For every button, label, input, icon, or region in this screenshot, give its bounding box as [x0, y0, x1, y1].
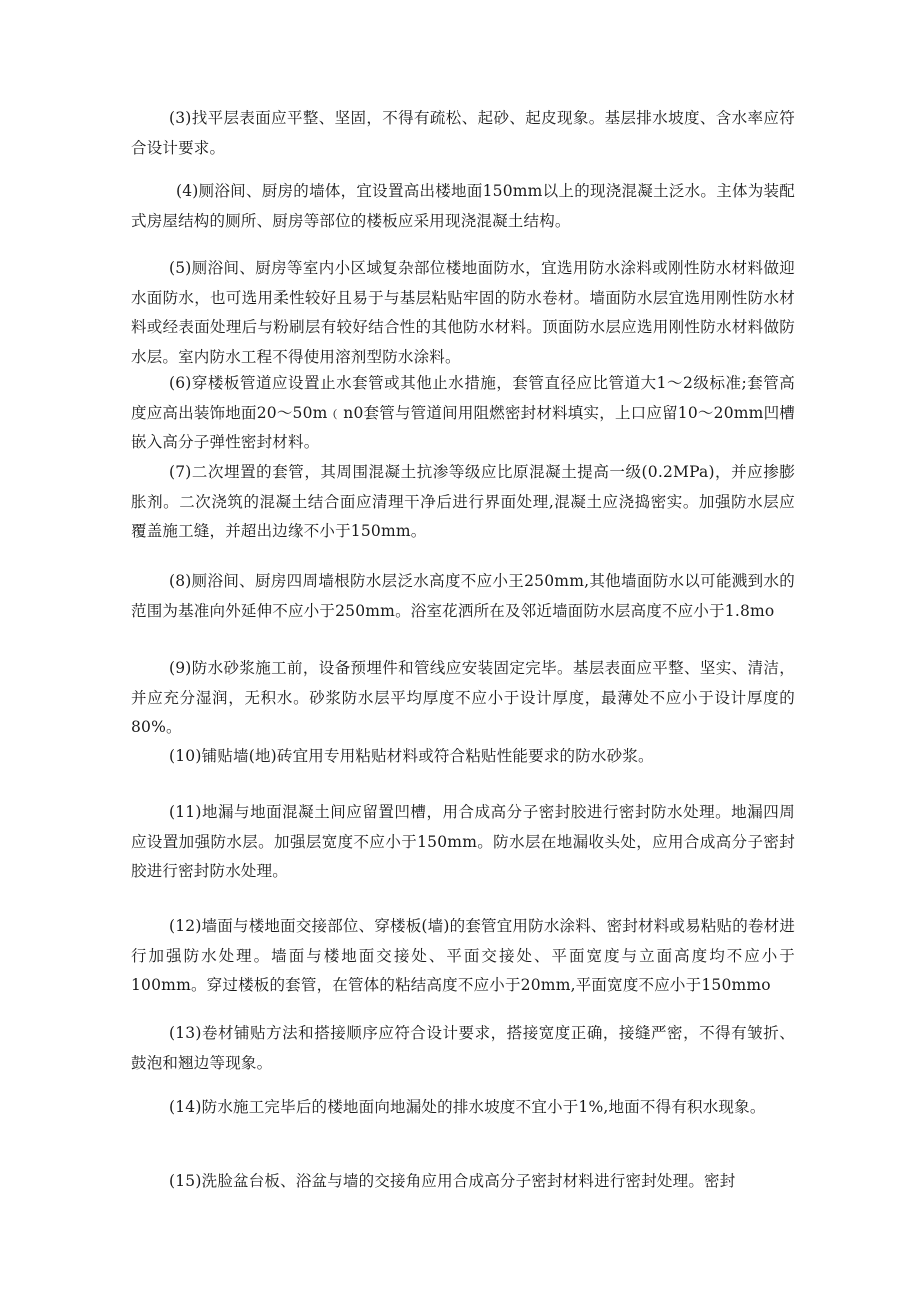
paragraph-9: (9)防水砂浆施工前，设备预埋件和管线应安装固定完毕。基层表面应平整、坚实、清洁，并应充分湿润，无积水。砂浆防水层平均厚度不应小于设计厚度，最薄处不应小于设计厚度的80%。: [131, 659, 795, 736]
paragraph-13: (13)卷材铺贴方法和搭接顺序应符合设计要求，搭接宽度正确，接缝严密，不得有皱折、鼓泡和翘边等现象。: [131, 1024, 795, 1072]
paragraph-10: (10)铺贴墙(地)砖宜用专用粘贴材料或符合粘贴性能要求的防水砂浆。: [169, 747, 654, 765]
paragraph-8: (8)厕浴间、厨房四周墙根防水层泛水高度不应小王250mm,其他墙面防水以可能溅到水的范围为基准向外延伸不应小于250mm。浴室花洒所在及邻近墙面防水层高度不应小于1.8mo: [131, 572, 795, 620]
paragraph-15: (15)洗脸盆台板、浴盆与墙的交接角应用合成高分子密封材料进行密封处理。密封: [169, 1172, 736, 1190]
paragraph-14: (14)防水施工完毕后的楼地面向地漏处的排水坡度不宜小于1%,地面不得有积水现象。: [169, 1098, 766, 1116]
paragraph-6: (6)穿楼板管道应设置止水套管或其他止水措施，套管直径应比管道大1～2级标准;套管高度应高出装饰地面20～50m﹙n0套管与管道间用阻燃密封材料填实，上口应留10～20mm凹槽嵌入高分子弹性密封材料。: [131, 374, 795, 451]
paragraph-11: (11)地漏与地面混凝土间应留置凹槽，用合成高分子密封胶进行密封防水处理。地漏四周应设置加强防水层。加强层宽度不应小于150mm。防水层在地漏收头处，应用合成高分子密封胶进行密封防水处理。: [131, 803, 795, 880]
paragraph-3: (3)找平层表面应平整、坚固，不得有疏松、起砂、起皮现象。基层排水坡度、含水率应符合设计要求。: [131, 109, 795, 157]
paragraph-5: (5)厕浴间、厨房等室内小区域复杂部位楼地面防水，宜选用防水涂料或刚性防水材料做迎水面防水，也可选用柔性较好且易于与基层粘贴牢固的防水卷材。墙面防水层宜选用刚性防水材料或经表面处理后与粉刷层有较好结合性的其他防水材料。顶面防水层应选用刚性防水材料做防水层。室内防水工程不得使用溶剂型防水涂料。: [131, 259, 795, 366]
paragraph-12: (12)墙面与楼地面交接部位、穿楼板(墙)的套管宜用防水涂料、密封材料或易粘贴的卷材进行加强防水处理。墙面与楼地面交接处、平面交接处、平面宽度与立面高度均不应小于100mm。穿过楼板的套管，在管体的粘结高度不应小于20mm,平面宽度不应小于150mmo: [131, 917, 796, 994]
paragraph-7: (7)二次埋置的套管，其周围混凝土抗渗等级应比原混凝土提高一级(0.2MPa)，并应掺膨胀剂。二次浇筑的混凝土结合面应清理干净后进行界面处理,混凝土应浇捣密实。加强防水层应覆盖施工缝，并超出边缘不小于150mm。: [131, 463, 795, 540]
paragraph-4: (4)厕浴间、厨房的墙体，宜设置高出楼地面150mm以上的现浇混凝土泛水。主体为装配式房屋结构的厕所、厨房等部位的楼板应采用现浇混凝土结构。: [131, 182, 795, 230]
